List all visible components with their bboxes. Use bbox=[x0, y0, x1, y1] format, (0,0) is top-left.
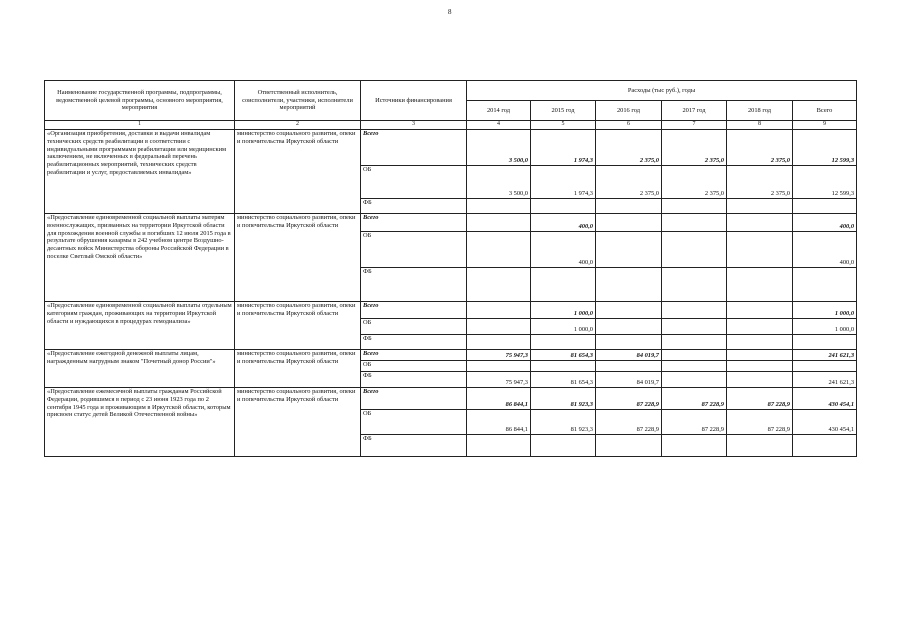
responsible-executor: министерство социального развития, опеки и попечительства Иркутской области bbox=[235, 302, 361, 350]
header-name: Наименование государственной программы, подпрограммы, ведомственной целевой программы, основного мероприятия, мероприятия bbox=[45, 81, 235, 121]
value-cell: 1 000,0 bbox=[531, 319, 596, 335]
value-cell bbox=[467, 435, 531, 457]
source-fb: ФБ bbox=[361, 335, 467, 350]
value-cell bbox=[467, 232, 531, 268]
value-cell bbox=[727, 372, 793, 388]
col-number: 2 bbox=[235, 121, 361, 130]
value-cell: 87 228,9 bbox=[727, 388, 793, 410]
value-cell bbox=[727, 199, 793, 214]
source-total: Всего bbox=[361, 130, 467, 166]
header-year-2018: 2018 год bbox=[727, 101, 793, 121]
value-cell bbox=[727, 302, 793, 319]
header-year-total: Всего bbox=[793, 101, 857, 121]
value-cell bbox=[793, 268, 857, 302]
value-cell bbox=[727, 435, 793, 457]
value-cell bbox=[467, 335, 531, 350]
value-cell: 2 375,0 bbox=[727, 166, 793, 199]
value-cell: 2 375,0 bbox=[596, 166, 662, 199]
page-number: 8 bbox=[448, 8, 452, 16]
value-cell: 2 375,0 bbox=[596, 130, 662, 166]
value-cell: 2 375,0 bbox=[727, 130, 793, 166]
value-cell bbox=[662, 214, 727, 232]
value-cell: 2 375,0 bbox=[662, 130, 727, 166]
source-ob: ОБ bbox=[361, 410, 467, 435]
source-total: Всего bbox=[361, 350, 467, 361]
value-cell: 12 599,3 bbox=[793, 166, 857, 199]
value-cell bbox=[531, 435, 596, 457]
source-ob: ОБ bbox=[361, 166, 467, 199]
value-cell: 1 000,0 bbox=[531, 302, 596, 319]
col-number: 7 bbox=[662, 121, 727, 130]
value-cell bbox=[662, 435, 727, 457]
value-cell bbox=[467, 302, 531, 319]
value-cell: 400,0 bbox=[531, 214, 596, 232]
responsible-executor: министерство социального развития, опеки и попечительства Иркутской области bbox=[235, 214, 361, 302]
source-ob: ОБ bbox=[361, 319, 467, 335]
value-cell: 2 375,0 bbox=[662, 166, 727, 199]
value-cell bbox=[793, 435, 857, 457]
value-cell: 81 654,3 bbox=[531, 372, 596, 388]
measure-name: «Организация приобретения, доставки и выдачи инвалидам технических средств реабилитации в соответствии с индивидуальными программами реабилитации или медицинским заключением, не включенных в федеральный перечень реабилитационных мероприятий, технических средств реабилитации и услуг, предоставляемых инвалидам» bbox=[45, 130, 235, 214]
col-number: 1 bbox=[45, 121, 235, 130]
col-number: 4 bbox=[467, 121, 531, 130]
value-cell bbox=[793, 335, 857, 350]
value-cell bbox=[596, 268, 662, 302]
value-cell: 1 000,0 bbox=[793, 302, 857, 319]
value-cell bbox=[662, 319, 727, 335]
value-cell bbox=[596, 232, 662, 268]
header-year-2015: 2015 год bbox=[531, 101, 596, 121]
value-cell: 87 228,9 bbox=[596, 410, 662, 435]
value-cell bbox=[467, 268, 531, 302]
value-cell: 87 228,9 bbox=[596, 388, 662, 410]
value-cell bbox=[467, 199, 531, 214]
value-cell bbox=[467, 319, 531, 335]
value-cell bbox=[662, 268, 727, 302]
value-cell bbox=[662, 232, 727, 268]
responsible-executor: министерство социального развития, опеки и попечительства Иркутской области bbox=[235, 130, 361, 214]
value-cell: 87 228,9 bbox=[727, 410, 793, 435]
value-cell bbox=[531, 335, 596, 350]
value-cell bbox=[727, 335, 793, 350]
value-cell bbox=[596, 435, 662, 457]
value-cell bbox=[727, 214, 793, 232]
value-cell: 430 454,1 bbox=[793, 410, 857, 435]
table-row bbox=[45, 130, 857, 166]
value-cell: 241 621,3 bbox=[793, 372, 857, 388]
value-cell bbox=[662, 372, 727, 388]
value-cell bbox=[727, 350, 793, 361]
value-cell: 86 844,1 bbox=[467, 410, 531, 435]
source-ob: ОБ bbox=[361, 232, 467, 268]
header-responsible: Ответственный исполнитель, соисполнители, участники, исполнители мероприятий bbox=[235, 81, 361, 121]
value-cell: 75 947,3 bbox=[467, 372, 531, 388]
source-total: Всего bbox=[361, 302, 467, 319]
measure-name: «Предоставление ежемесячной выплаты гражданам Российской Федерации, родившимся в период с 23 июня 1923 года по 2 сентября 1945 года и проживающим в Иркутской области, которым присвоен статус детей Великой Отечественной войны» bbox=[45, 388, 235, 457]
header-year-2016: 2016 год bbox=[596, 101, 662, 121]
value-cell bbox=[596, 361, 662, 372]
value-cell bbox=[727, 361, 793, 372]
source-fb: ФБ bbox=[361, 268, 467, 302]
header-year-2014: 2014 год bbox=[467, 101, 531, 121]
value-cell: 400,0 bbox=[793, 214, 857, 232]
value-cell: 12 599,3 bbox=[793, 130, 857, 166]
value-cell bbox=[596, 319, 662, 335]
value-cell: 1 000,0 bbox=[793, 319, 857, 335]
value-cell: 81 923,3 bbox=[531, 410, 596, 435]
col-number: 9 bbox=[793, 121, 857, 130]
value-cell bbox=[531, 361, 596, 372]
col-number: 8 bbox=[727, 121, 793, 130]
value-cell: 430 454,1 bbox=[793, 388, 857, 410]
value-cell bbox=[531, 268, 596, 302]
value-cell: 84 019,7 bbox=[596, 350, 662, 361]
responsible-executor: министерство социального развития, опеки и попечительства Иркутской области bbox=[235, 350, 361, 388]
value-cell bbox=[662, 199, 727, 214]
measure-name: «Предоставление ежегодной денежной выплаты лицам, награжденным нагрудным знаком "Почетный донор России"» bbox=[45, 350, 235, 388]
value-cell bbox=[662, 361, 727, 372]
value-cell bbox=[596, 199, 662, 214]
header-expenses: Расходы (тыс руб.), годы bbox=[467, 81, 857, 101]
source-fb: ФБ bbox=[361, 372, 467, 388]
value-cell: 3 500,0 bbox=[467, 166, 531, 199]
value-cell: 400,0 bbox=[793, 232, 857, 268]
value-cell bbox=[662, 335, 727, 350]
source-fb: ФБ bbox=[361, 435, 467, 457]
value-cell: 1 974,3 bbox=[531, 166, 596, 199]
value-cell bbox=[662, 350, 727, 361]
header-sources: Источники финансирования bbox=[361, 81, 467, 121]
header-year-2017: 2017 год bbox=[662, 101, 727, 121]
measure-name: «Предоставление единовременной социальной выплаты матерям военнослужащих, призванных на территории Иркутской области для прохождения военной службы и погибших 12 июля 2015 года в результате обрушения казармы в 242 учебном центре Воздушно-десантных войск Министерства обороны Российской Федерации в поселке Светлый Омской области» bbox=[45, 214, 235, 302]
value-cell: 86 844,1 bbox=[467, 388, 531, 410]
source-total: Всего bbox=[361, 388, 467, 410]
col-number: 5 bbox=[531, 121, 596, 130]
value-cell bbox=[727, 319, 793, 335]
source-total: Всего bbox=[361, 214, 467, 232]
value-cell: 3 500,0 bbox=[467, 130, 531, 166]
value-cell bbox=[531, 199, 596, 214]
value-cell bbox=[727, 232, 793, 268]
value-cell bbox=[662, 302, 727, 319]
responsible-executor: министерство социального развития, опеки и попечительства Иркутской области bbox=[235, 388, 361, 457]
measure-name: «Предоставление единовременной социальной выплаты отдельным категориям граждан, проживающих на территории Иркутской области и нуждающихся в процедурах гемодиализа» bbox=[45, 302, 235, 350]
value-cell bbox=[467, 361, 531, 372]
value-cell bbox=[727, 268, 793, 302]
col-number: 6 bbox=[596, 121, 662, 130]
table-row bbox=[45, 302, 857, 319]
value-cell bbox=[596, 302, 662, 319]
value-cell bbox=[467, 214, 531, 232]
table-row bbox=[45, 388, 857, 410]
value-cell: 87 228,9 bbox=[662, 388, 727, 410]
value-cell: 1 974,3 bbox=[531, 130, 596, 166]
value-cell: 87 228,9 bbox=[662, 410, 727, 435]
source-fb: ФБ bbox=[361, 199, 467, 214]
value-cell bbox=[596, 214, 662, 232]
value-cell: 81 654,3 bbox=[531, 350, 596, 361]
value-cell bbox=[793, 361, 857, 372]
value-cell: 400,0 bbox=[531, 232, 596, 268]
value-cell: 241 621,3 bbox=[793, 350, 857, 361]
value-cell bbox=[793, 199, 857, 214]
table-row bbox=[45, 214, 857, 232]
value-cell: 81 923,3 bbox=[531, 388, 596, 410]
table-row bbox=[45, 350, 857, 361]
value-cell: 75 947,3 bbox=[467, 350, 531, 361]
budget-table bbox=[44, 80, 857, 457]
value-cell bbox=[596, 335, 662, 350]
col-number: 3 bbox=[361, 121, 467, 130]
source-ob: ОБ bbox=[361, 361, 467, 372]
value-cell: 84 019,7 bbox=[596, 372, 662, 388]
